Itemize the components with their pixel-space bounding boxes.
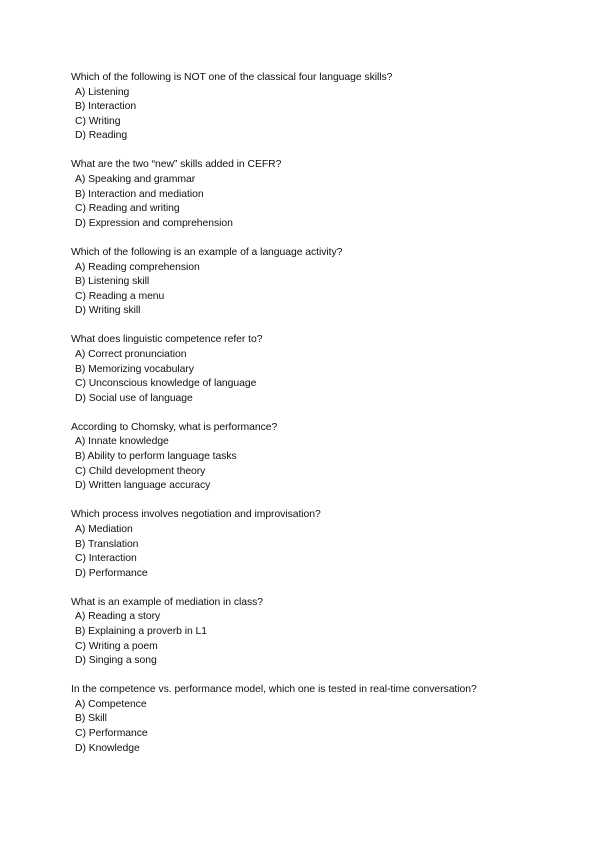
question-1 [71, 71, 571, 144]
option-d: D) Reading [75, 130, 128, 142]
option-c: C) Child development theory [75, 465, 206, 477]
option-d: D) Knowledge [75, 742, 140, 754]
option-d: D) Writing skill [75, 305, 141, 317]
option-a: A) Listening [75, 86, 130, 98]
option-c: C) Interaction [75, 553, 137, 565]
option-c: C) Reading a menu [75, 290, 165, 302]
option-a: A) Reading a story [75, 611, 161, 623]
option-c: C) Writing [75, 115, 121, 127]
option-b: B) Interaction and mediation [75, 188, 204, 200]
quiz-questions [71, 71, 571, 771]
option-b: B) Ability to perform language tasks [75, 451, 237, 463]
option-d: D) Performance [75, 567, 148, 579]
option-b: B) Explaining a proverb in L1 [75, 626, 207, 637]
option-b: B) Listening skill [75, 276, 150, 288]
option-d: D) Written language accuracy [75, 480, 211, 492]
option-a: A) Speaking and grammar [75, 174, 196, 186]
option-d: D) Singing a song [75, 655, 157, 667]
option-b: B) Interaction [75, 101, 137, 113]
option-b: B) Memorizing vocabulary [75, 363, 194, 375]
question-5 [71, 421, 571, 494]
option-c: C) Writing a poem [75, 640, 158, 652]
question-text: Which of the following is an example of a language activity? [71, 246, 343, 258]
option-c: C) Reading and writing [75, 203, 180, 215]
question-6 [71, 508, 571, 581]
option-b: B) Skill [75, 713, 107, 725]
question-text: In the competence vs. performance model, which one is tested in real-time conversation? [71, 684, 477, 696]
question-text: What is an example of mediation in class? [71, 596, 264, 608]
question-text: According to Chomsky, what is performance? [71, 421, 278, 433]
option-d: D) Expression and comprehension [75, 217, 233, 229]
option-d: D) Social use of language [75, 392, 193, 404]
option-c: C) Unconscious knowledge of language [75, 378, 257, 390]
option-a: A) Innate knowledge [75, 436, 169, 448]
question-text: Which of the following is NOT one of the classical four language skills? [71, 72, 393, 83]
option-b: B) Translation [75, 538, 139, 550]
question-text: What are the two “new” skills added in CEFR? [71, 159, 282, 171]
question-8 [71, 683, 571, 756]
option-a: A) Correct pronunciation [75, 349, 187, 360]
option-a: A) Competence [75, 698, 147, 710]
question-4 [71, 333, 571, 406]
option-a: A) Mediation [75, 523, 133, 535]
question-text: Which process involves negotiation and improvisation? [71, 509, 321, 521]
question-text: What does linguistic competence refer to? [71, 334, 263, 346]
question-7 [71, 596, 571, 669]
option-c: C) Performance [75, 728, 148, 740]
question-3 [71, 246, 571, 319]
option-a: A) Reading comprehension [75, 261, 200, 273]
question-2 [71, 158, 571, 231]
